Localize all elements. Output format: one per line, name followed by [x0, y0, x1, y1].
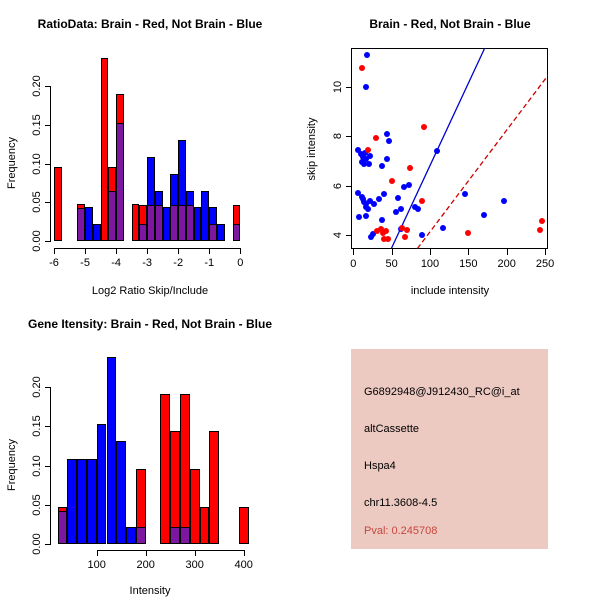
scatter-point-blue — [379, 163, 385, 169]
hist-bar-red — [200, 507, 210, 545]
x-tick-label: -1 — [204, 257, 215, 269]
scatter-point-blue — [481, 212, 487, 218]
hist-bar-overlap — [139, 224, 147, 241]
x-tick-label: -5 — [80, 257, 90, 269]
hist-bar-red — [209, 431, 219, 544]
panel-intensity-scatter — [300, 0, 600, 300]
y-tick-label: 0.15 — [31, 415, 43, 438]
x-tick-label: 100 — [420, 258, 440, 271]
x-tick-mark — [353, 249, 354, 255]
fit-line-red — [418, 76, 548, 249]
hist-bar-overlap — [233, 224, 241, 241]
x-tick-mark — [468, 249, 469, 255]
scatter-point-blue — [419, 232, 425, 238]
x-axis-line — [97, 550, 245, 551]
ratio-histogram-x-axis-label: Log2 Ratio Skip/Include — [91, 285, 209, 297]
scatter-point-blue — [384, 156, 390, 162]
ratio-histogram-y-axis-label: Frequency — [6, 137, 18, 189]
scatter-point-blue — [386, 138, 392, 144]
y-tick-mark — [45, 387, 50, 388]
scatter-plot-area — [300, 0, 600, 300]
splice-type-text: altCassette — [364, 423, 420, 435]
y-tick-label: 0.10 — [31, 152, 43, 175]
y-tick-label: 8 — [332, 133, 345, 140]
scatter-point-blue — [366, 161, 372, 167]
x-tick-label: 50 — [385, 258, 398, 271]
hist-bar-blue — [217, 224, 225, 241]
y-tick-label: 0.05 — [31, 494, 43, 516]
y-tick-mark — [45, 86, 50, 87]
hist-bar-blue — [194, 207, 202, 241]
y-tick-mark — [45, 426, 50, 427]
y-tick-label: 6 — [332, 182, 345, 189]
hist-bar-red — [132, 204, 140, 241]
scatter-point-blue — [379, 217, 385, 223]
scatter-point-blue — [376, 196, 382, 202]
x-tick-label: -4 — [111, 257, 121, 269]
scatter-point-red — [373, 135, 379, 141]
y-tick-label: 0.05 — [31, 191, 43, 213]
panel-ratio-histogram — [0, 0, 300, 300]
x-tick-label: 400 — [234, 559, 253, 571]
hist-bar-overlap — [209, 224, 217, 241]
hist-bar-overlap — [108, 191, 116, 241]
x-tick-mark — [147, 248, 148, 254]
hist-bar-overlap — [180, 527, 190, 544]
hist-bar-blue — [77, 459, 87, 545]
x-tick-label: 150 — [459, 258, 478, 271]
y-axis-line — [50, 86, 51, 242]
scatter-x-axis-label: include intensity — [410, 285, 490, 297]
x-tick-mark — [97, 550, 98, 556]
x-tick-mark — [430, 249, 431, 255]
scatter-point-red — [404, 227, 410, 233]
y-tick-mark — [45, 125, 50, 126]
scatter-point-red — [419, 198, 425, 204]
x-tick-label: 250 — [535, 258, 555, 271]
hist-bar-overlap — [186, 205, 194, 241]
chromosome-location-text: chr11.3608-4.5 — [364, 497, 438, 509]
y-tick-label: 0.00 — [31, 230, 43, 252]
pval-text: Pval: 0.245708 — [364, 525, 438, 537]
y-tick-label: 4 — [332, 231, 345, 239]
hist-bar-overlap — [77, 208, 85, 241]
x-tick-label: 0 — [237, 257, 244, 269]
hist-bar-red — [101, 58, 109, 241]
scatter-point-red — [365, 147, 371, 153]
y-tick-mark — [45, 202, 50, 203]
scatter-title: Brain - Red, Not Brain - Blue — [369, 17, 531, 31]
x-tick-mark — [116, 248, 117, 254]
y-tick-label: 0.00 — [31, 533, 43, 556]
scatter-point-red — [421, 124, 427, 130]
y-axis-line — [50, 387, 51, 545]
hist-bar-red — [190, 469, 200, 544]
y-tick-mark — [45, 164, 50, 165]
hist-bar-overlap — [136, 527, 146, 544]
x-tick-mark — [545, 249, 546, 255]
scatter-point-blue — [415, 206, 421, 212]
y-tick-label: 0.20 — [31, 75, 43, 97]
gene-histogram-plot-area — [0, 300, 300, 600]
hist-bar-overlap — [155, 205, 163, 241]
x-tick-label: 0 — [350, 258, 357, 271]
scatter-point-blue — [462, 191, 468, 197]
x-tick-label: -6 — [49, 257, 59, 269]
gene-histogram-y-axis-label: Frequency — [6, 439, 18, 491]
scatter-point-blue — [406, 182, 412, 188]
panel-gene-intensity-histogram — [0, 300, 300, 600]
gene-histogram-x-axis-label: Intensity — [129, 585, 171, 597]
y-tick-label: 10 — [332, 81, 345, 94]
x-tick-mark — [146, 550, 147, 556]
panel-gene-info — [300, 300, 600, 600]
hist-bar-red — [239, 507, 249, 545]
ratio-histogram-title: RatioData: Brain - Red, Not Brain - Blue — [37, 17, 263, 31]
hist-bar-blue — [67, 459, 77, 545]
hist-bar-red — [180, 394, 190, 544]
hist-bar-blue — [116, 441, 126, 544]
scatter-point-blue — [356, 214, 362, 220]
gene-info-box — [351, 349, 548, 549]
x-tick-label: 100 — [87, 559, 106, 571]
hist-bar-blue — [201, 191, 209, 241]
hist-bar-overlap — [116, 123, 124, 241]
x-tick-mark — [244, 550, 245, 556]
y-tick-label: 0.20 — [31, 376, 43, 398]
scatter-point-red — [465, 230, 471, 236]
scatter-point-red — [359, 65, 365, 71]
x-tick-mark — [54, 248, 55, 254]
y-tick-mark — [45, 241, 50, 242]
scatter-point-blue — [440, 225, 446, 231]
hist-bar-red — [160, 394, 170, 544]
gene-histogram-title: Gene Itensity: Brain - Red, Not Brain - Blue — [27, 317, 273, 331]
probe-id-text: G6892948@J912430_RC@i_at — [364, 386, 520, 398]
x-tick-label: -2 — [173, 257, 184, 269]
hist-bar-overlap — [170, 205, 178, 241]
hist-bar-blue — [87, 459, 97, 545]
x-tick-mark — [178, 248, 179, 254]
hist-bar-blue — [93, 224, 101, 241]
scatter-y-axis-label: skip intensity — [306, 117, 318, 181]
y-tick-mark — [45, 505, 50, 506]
hist-bar-blue — [85, 207, 93, 241]
x-tick-mark — [195, 550, 196, 556]
hist-bar-blue — [126, 527, 136, 544]
y-tick-label: 0.15 — [31, 114, 43, 136]
gene-symbol-text: Hspa4 — [364, 460, 396, 472]
hist-bar-blue — [163, 207, 171, 241]
x-tick-mark — [240, 248, 241, 254]
x-tick-label: 300 — [185, 559, 204, 571]
x-tick-label: 200 — [136, 559, 155, 571]
y-tick-label: 0.10 — [31, 454, 43, 477]
hist-bar-blue — [97, 424, 107, 544]
hist-bar-red — [54, 167, 62, 241]
y-tick-mark — [45, 544, 50, 545]
x-tick-mark — [209, 248, 210, 254]
hist-bar-overlap — [58, 511, 68, 545]
x-tick-label: 200 — [497, 258, 516, 271]
ratio-histogram-plot-area — [0, 0, 300, 300]
scatter-point-blue — [365, 206, 371, 212]
hist-bar-overlap — [147, 205, 155, 241]
y-tick-mark — [45, 466, 50, 467]
x-tick-mark — [507, 249, 508, 255]
scatter-point-blue — [501, 198, 507, 204]
hist-bar-blue — [107, 357, 117, 544]
scatter-point-blue — [395, 195, 401, 201]
x-tick-mark — [85, 248, 86, 254]
hist-bar-overlap — [170, 527, 180, 544]
scatter-point-blue — [363, 84, 369, 90]
x-tick-mark — [392, 249, 393, 255]
x-tick-label: -3 — [142, 257, 153, 269]
hist-bar-overlap — [178, 205, 186, 241]
